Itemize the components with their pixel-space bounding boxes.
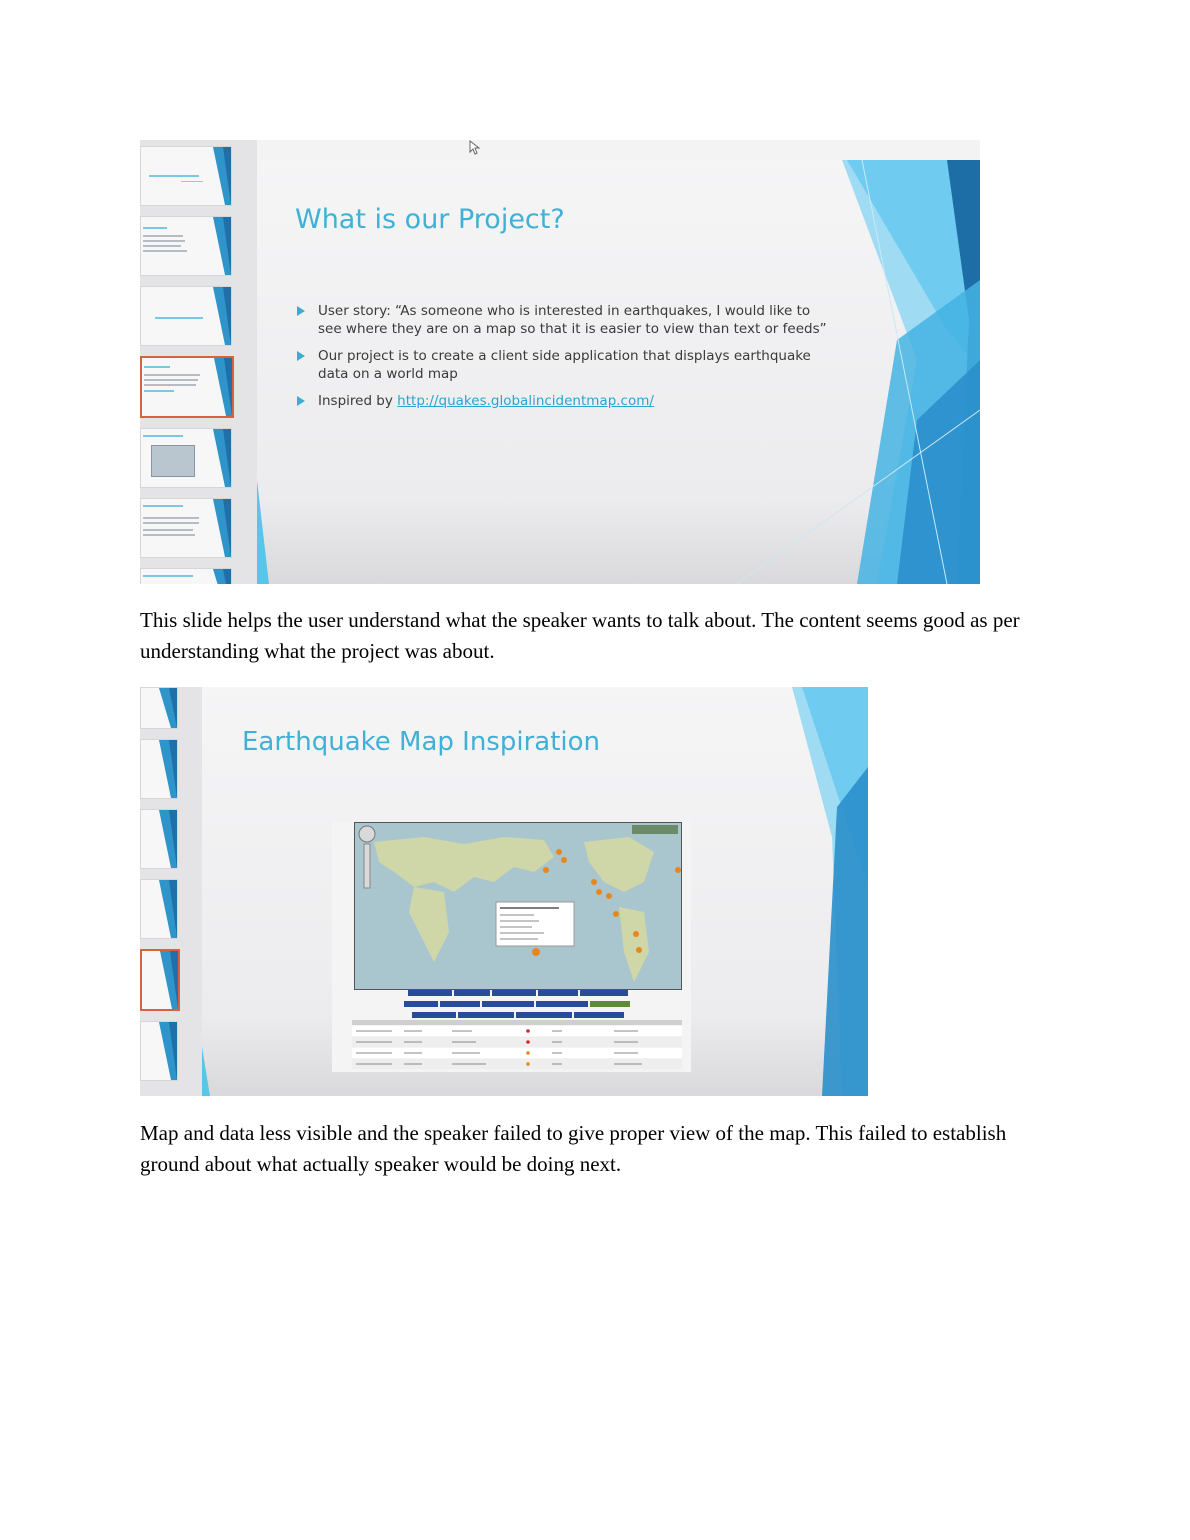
slide-thumbnail-1[interactable] (140, 146, 232, 206)
slide-thumbnail-panel[interactable] (140, 140, 257, 584)
earthquake-data-table (352, 1020, 682, 1072)
slide-thumbnail-6[interactable] (140, 1021, 178, 1081)
slide-thumbnail-3[interactable] (140, 809, 178, 869)
bullet-project-description: Our project is to create a client side application that displays earthquake data on a world map (297, 347, 832, 383)
slide-screenshot-1 (140, 140, 980, 584)
slide-thumbnail-panel[interactable] (140, 687, 202, 1096)
slide-thumbnail-5-selected[interactable] (140, 949, 180, 1011)
slide-thumbnail-4-selected[interactable] (140, 356, 234, 418)
slide-bullet-list (297, 302, 832, 419)
slide-thumbnail-2[interactable] (140, 739, 178, 799)
slide-title: What is our Project? (295, 204, 565, 235)
bullet-user-story: User story: “As someone who is interested in earthquakes, I would like to see where they are on a map so that it is easier to view than text or feeds” (297, 302, 832, 338)
caption-paragraph-1: This slide helps the user understand what the speaker wants to talk about. The content seems good as per understanding what the project was about. (140, 608, 1020, 663)
slide-thumbnail-4[interactable] (140, 879, 178, 939)
map-category-buttons[interactable] (392, 990, 642, 1020)
inspiration-link[interactable]: http://quakes.globalincidentmap.com/ (397, 393, 654, 409)
bullet-inspired-by: Inspired by http://quakes.globalincidentmap.com/ (297, 392, 832, 410)
ribbon-bar (257, 140, 980, 161)
slide-thumbnail-5[interactable] (140, 428, 232, 488)
slide-thumbnail-1[interactable] (140, 687, 178, 729)
slide-title: Earthquake Map Inspiration (242, 727, 601, 757)
caption-paragraph-2: Map and data less visible and the speaker failed to give proper view of the map. This failed to establish ground about what actually speaker would be doing next. (140, 1121, 1007, 1176)
slide-canvas (257, 160, 980, 584)
slide-thumbnail-3[interactable] (140, 286, 232, 346)
slide-screenshot-2 (140, 687, 868, 1096)
map-screenshot (332, 822, 691, 1072)
slide-thumbnail-6[interactable] (140, 498, 232, 558)
slide-thumbnail-7[interactable] (140, 568, 232, 584)
mouse-cursor-icon (469, 140, 481, 156)
world-map-image (354, 822, 682, 990)
bullet-arrow-icon (297, 351, 305, 361)
slide-thumbnail-2[interactable] (140, 216, 232, 276)
bullet-arrow-icon (297, 306, 305, 316)
bullet-arrow-icon (297, 396, 305, 406)
slide-canvas (202, 687, 868, 1096)
